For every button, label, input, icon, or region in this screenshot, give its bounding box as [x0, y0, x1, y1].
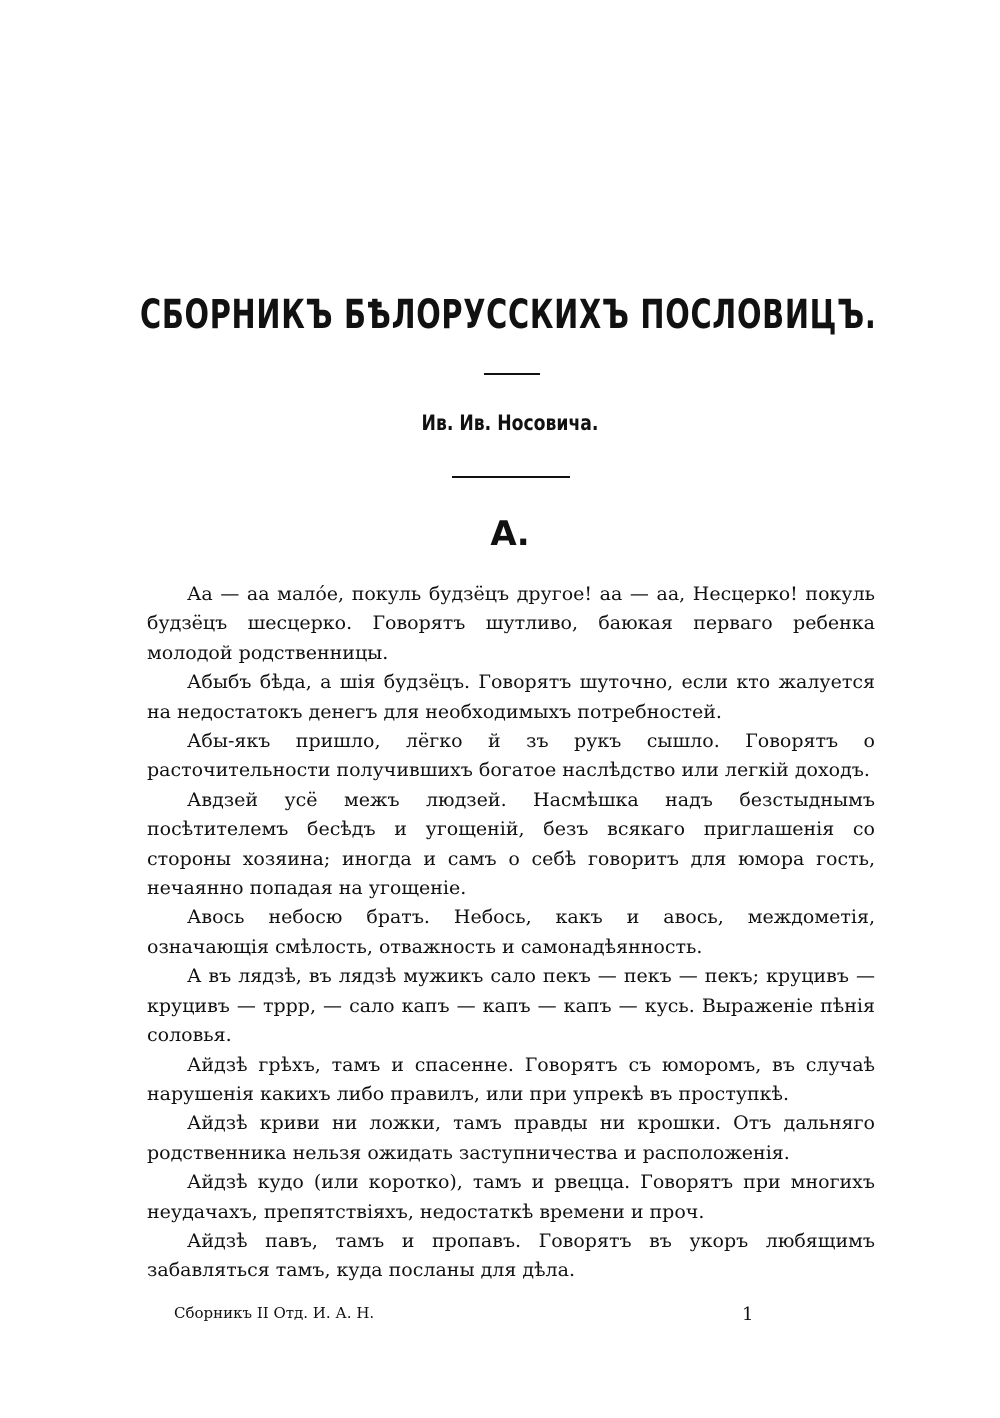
signature-mark: Сборникъ II Отд. И. А. Н. [174, 1304, 375, 1322]
proverb-entry: Авось небосю братъ. Небось, какъ и авось, междометія, означающія смѣлость, отважность и самонадѣянность. [147, 906, 875, 958]
page-number: 1 [742, 1304, 754, 1325]
proverb-entry: Авдзей усё межъ людзей. Насмѣшка надъ безстыднымъ посѣтителемъ бесѣдъ и угощеній, безъ всякаго приглашенія со стороны хозяина; иногда и самъ о себѣ говоритъ для юмора гость, нечаянно попадая на угощеніе. [147, 788, 875, 900]
page-title: СБОРНИКЪ БѢЛОРУССКИХЪ ПОСЛОВИЦЪ. [140, 292, 877, 338]
author-line: Ив. Ив. Носовича. [421, 411, 599, 435]
proverb-entry: Айдзѣ павъ, тамъ и пропавъ. Говорятъ въ укоръ любящимъ забавляться тамъ, куда посланы для дѣла. [147, 1229, 875, 1282]
page-footer [147, 1304, 875, 1328]
proverb-entry: Айдзѣ кудо (или коротко), тамъ и рвецца. Говорятъ при многихъ неудачахъ, препятствіяхъ, недостаткѣ времени и проч. [147, 1171, 875, 1223]
proverb-entry: Абыбъ бѣда, а шія будзёцъ. Говорятъ шуточно, если кто жалуется на недостатокъ денегъ для необходимыхъ потребностей. [147, 671, 875, 723]
author-divider [452, 476, 570, 478]
title-divider [484, 373, 540, 375]
proverb-entry: А въ лядзѣ, въ лядзѣ мужикъ сало пекъ — пекъ — пекъ; круцивъ — круцивъ — тррр, — сало капъ — капъ — капъ — кусь. Выраженіе пѣнія соловья. [147, 965, 875, 1047]
proverb-entry: Айдзѣ грѣхъ, тамъ и спасенне. Говорятъ съ юморомъ, въ случаѣ нарушенія какихъ либо правилъ, или при упрекѣ въ проступкѣ. [147, 1053, 875, 1105]
section-letter: А. [490, 514, 530, 554]
proverb-entry: Аа — аа малóе, покуль будзёцъ другое! аа — аа, Несцерко! покуль будзёцъ шесцерко. Говорятъ шутливо, баюкая перваго ребенка молодой родственницы. [147, 583, 875, 664]
proverb-list [147, 580, 875, 1286]
proverb-entry: Айдзѣ криви ни ложки, тамъ правды ни крошки. Отъ дальняго родственника нельзя ожидать заступничества и расположенія. [147, 1112, 875, 1164]
proverb-entry: Абы-якъ пришло, лёгко й зъ рукъ сышло. Говорятъ о расточительности получившихъ богатое наслѣдство или легкій доходъ. [147, 730, 875, 782]
